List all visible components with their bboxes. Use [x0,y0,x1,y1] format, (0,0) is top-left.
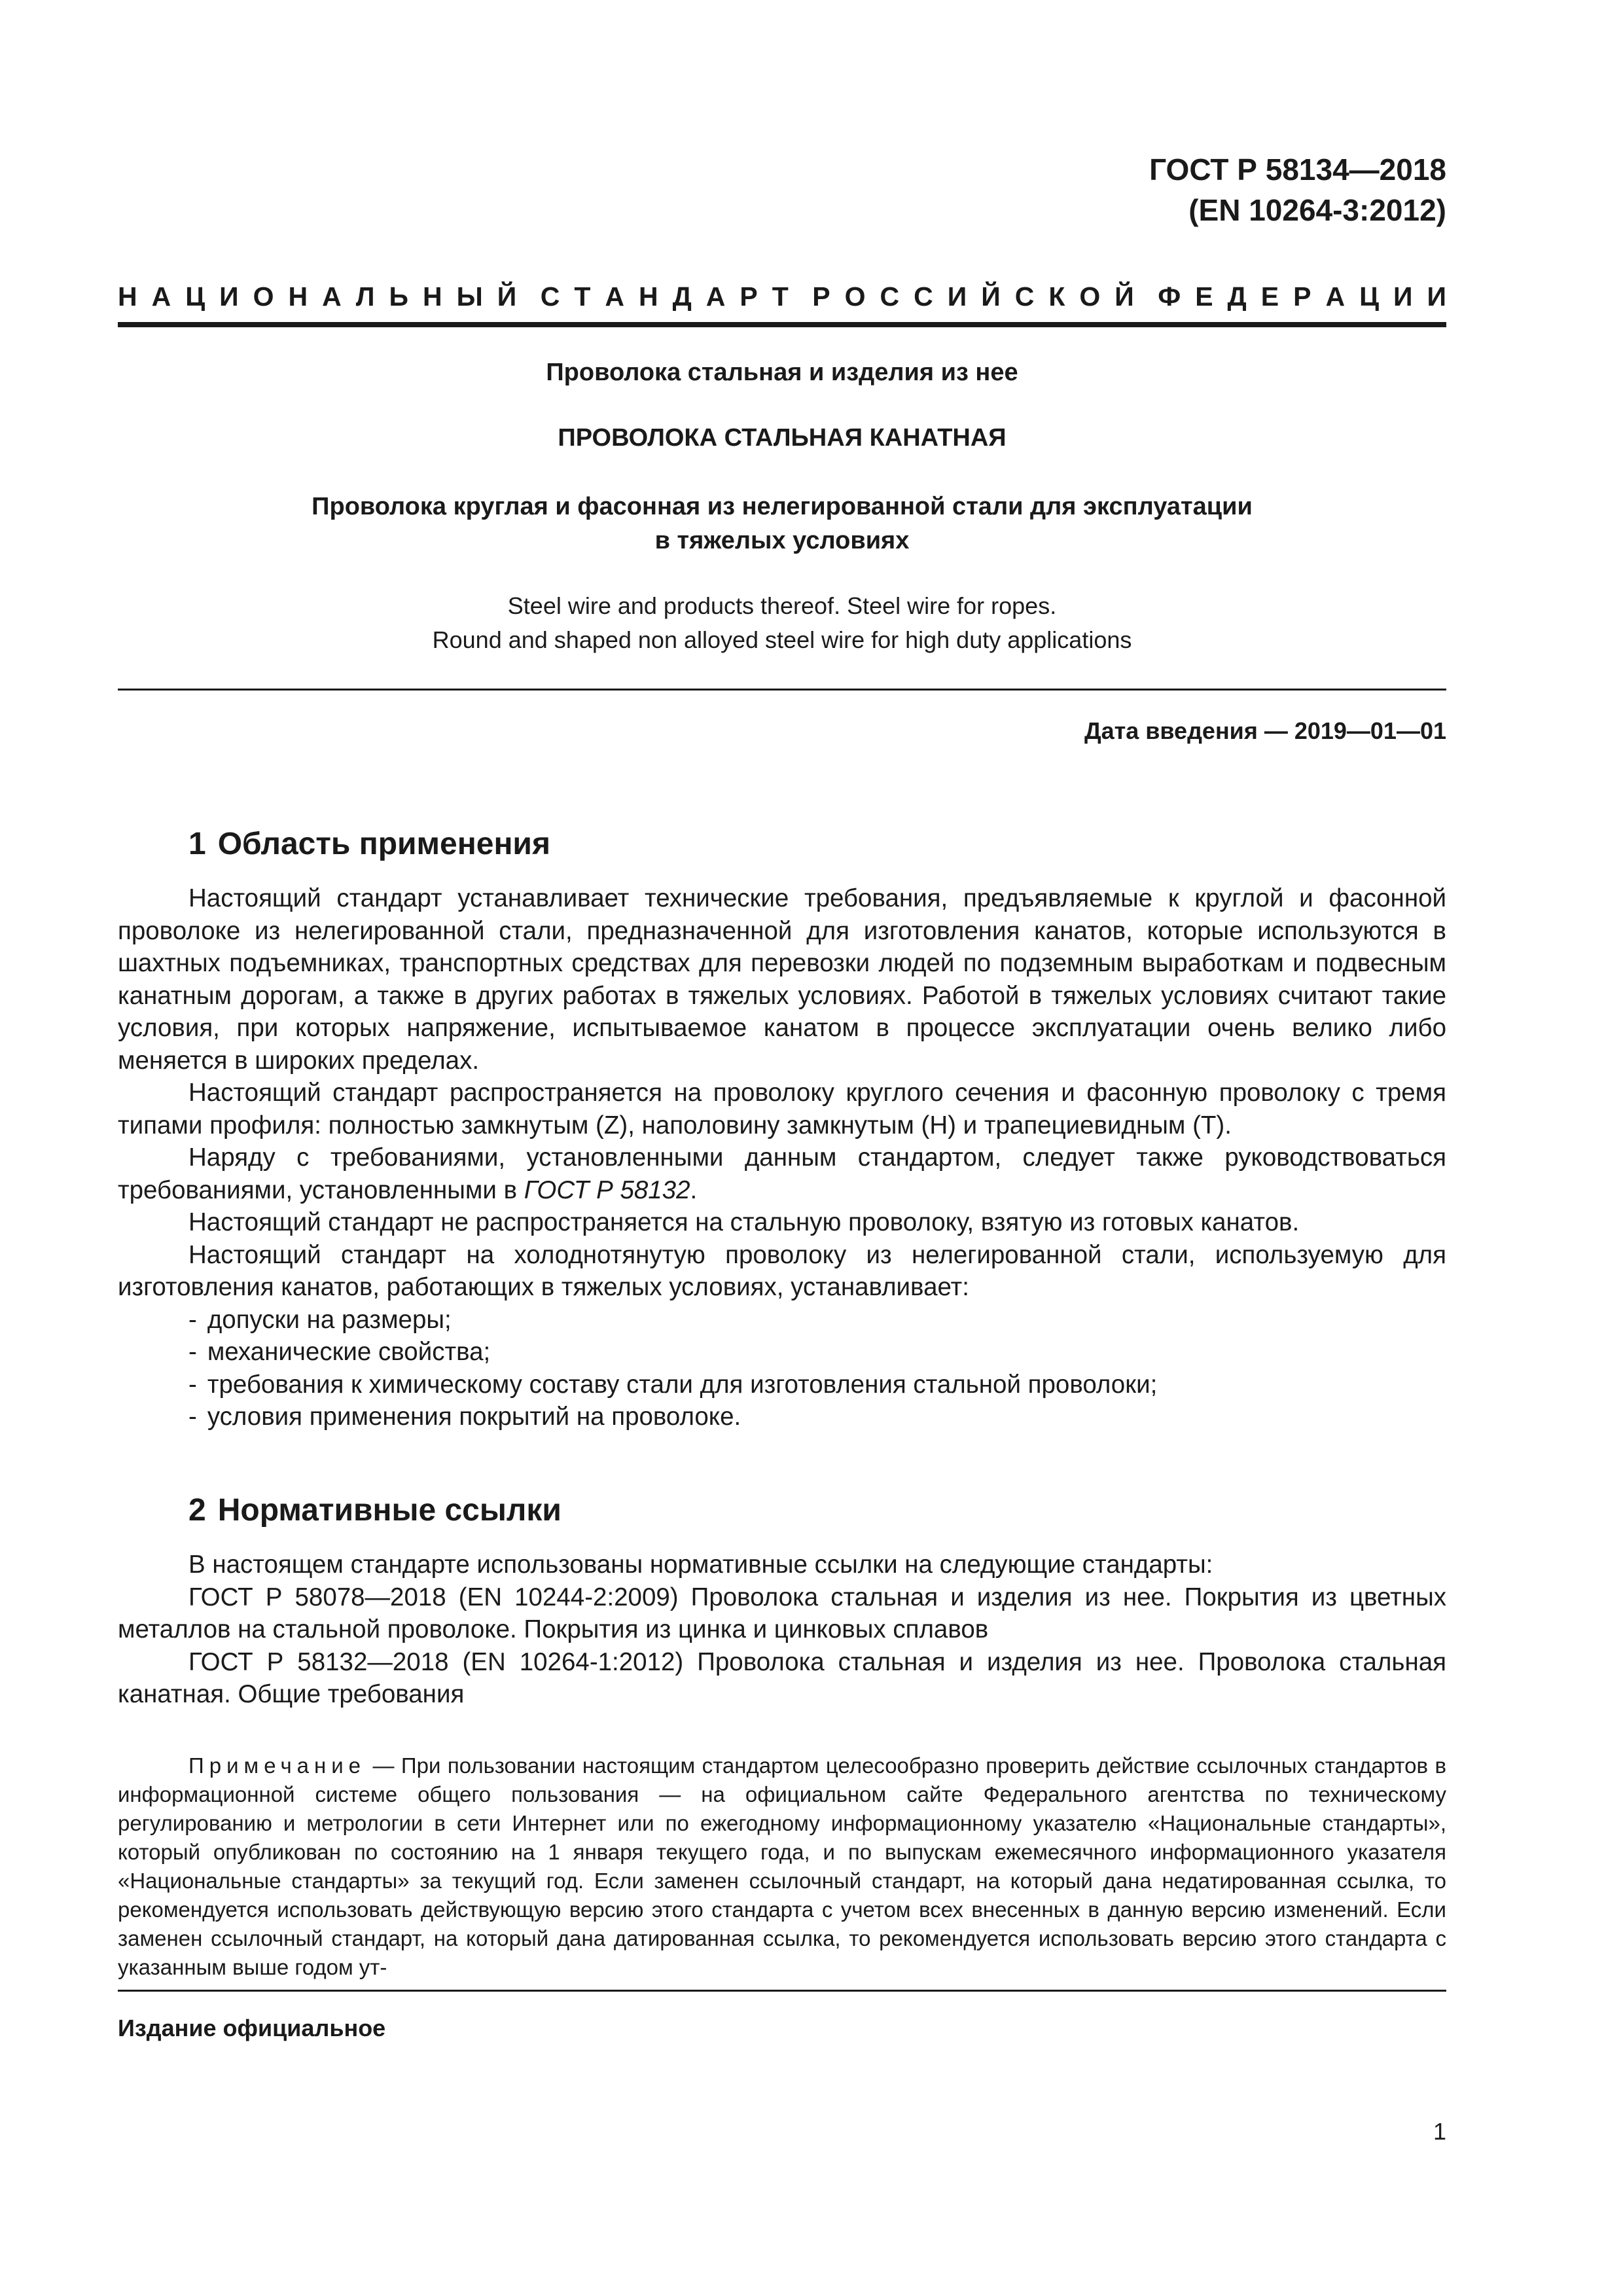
list-item [118,1369,1446,1401]
header-divider [118,322,1446,327]
paragraph-3-end: . [690,1175,698,1204]
gost-reference-link[interactable]: ГОСТ Р 58132 [524,1175,690,1204]
official-edition-label: Издание официальное [118,2015,386,2041]
section-1-body [118,882,1446,1433]
list-item-text: механические свойства; [207,1338,491,1366]
list-item-text: допуски на размеры; [207,1305,452,1334]
document-page [118,0,1446,2296]
section-1-paragraph-2: Настоящий стандарт распространяется на проволоку круглого сечения и фасонную проволоку с тремя типами профиля: полностью замкнутым (Z), наполовину замкнутым (Н) и трапециевидным (Т). [118,1079,1446,1139]
list-item [118,1304,1446,1336]
section-1-paragraph-1: Настоящий стандарт устанавливает технические требования, предъявляемые к круглой и фасонной проволоке из нелегированной стали, предназначенной для изготовления канатов, которые используются в шахтных подъемниках, транспортных средствах для перевозки людей по подземным выработкам и подвесным канатным дорогам, а также в других работах в тяжелых условиях. Работой в тяжелых условиях считают такие условия, при которых напряжение, испытываемое канатом в процессе эксплуатации очень велико либо меняется в широких пределах. [118,884,1446,1075]
section-2-title: Нормативные ссылки [217,1493,562,1528]
note-text: — При пользовании настоящим стандартом целесообразно проверить действие ссылочных стандартов в информационной системе общего пользования — на официальном сайте Федерального агентства по техническому регулированию и метрологии в сети Интернет или по ежегодному информационному указателю «Национальные стандарты», который опубликован по состоянию на 1 января текущего года, и по выпускам ежемесячного информационного указателя «Национальные стандарты» за текущий год. Если заменен ссылочный стандарт, на который дана недатированная ссылка, то рекомендуется использовать действующую версию этого стандарта с учетом всех внесенных в данную версию изменений. Если заменен ссылочный стандарт, на который дана датированная ссылка, то рекомендуется использовать версию этого стандарта с указанным выше годом ут- [118,1753,1446,1979]
section-1-number: 1 [188,827,206,861]
banner-word: С Т А Н Д А Р Т [540,281,789,312]
list-marker: - [188,1305,197,1334]
section-2-number: 2 [188,1493,206,1528]
section-2-paragraph-2: ГОСТ Р 58078—2018 (EN 10244-2:2009) Проволока стальная и изделия из нее. Покрытия из цветных металлов на стальной проволоке. Покрытия из цинка и цинковых сплавов [118,1583,1446,1643]
page-number: 1 [1433,2118,1446,2145]
title-line-3b: в тяжелых условиях [654,527,910,554]
document-header [1149,149,1446,230]
section-2-paragraph-3: ГОСТ Р 58132—2018 (EN 10264-1:2012) Проволока стальная и изделия из нее. Проволока стальная канатная. Общие требования [118,1647,1446,1708]
title-line-3a: Проволока круглая и фасонная из нелегированной стали для эксплуатации [312,493,1253,520]
paragraph-3-text: Наряду с требованиями, установленными данным стандартом, следует также руководствоваться требованиями, установленными в [118,1143,1446,1204]
section-2-heading [188,1492,562,1528]
banner-word: Р О С С И Й С К О Й [812,281,1134,312]
list-item-text: условия применения покрытий на проволоке. [207,1403,741,1431]
list-item [118,1401,1446,1433]
section-1-heading [188,826,550,862]
list-item-text: требования к химическому составу стали для изготовления стальной проволоки; [207,1370,1158,1399]
english-title [118,589,1446,657]
list-marker: - [188,1370,197,1399]
section-1-paragraph-5: Настоящий стандарт на холоднотянутую проволоку из нелегированной стали, используемую для изготовления канатов, работающих в тяжелых условиях, устанавливает: [118,1240,1446,1301]
list-marker: - [188,1403,197,1431]
english-title-b: Round and shaped non alloyed steel wire for high duty applications [432,626,1132,653]
standard-number: ГОСТ Р 58134—2018 [1149,152,1446,187]
section-2-body [118,1549,1446,1711]
note-label: Примечание [188,1753,366,1778]
requirements-list [118,1304,1446,1433]
national-standard-banner [118,281,1446,312]
title-line-1: Проволока стальная и изделия из нее [546,359,1018,386]
english-title-a: Steel wire and products thereof. Steel wire for ropes. [507,592,1057,619]
title-line-2: ПРОВОЛОКА СТАЛЬНАЯ КАНАТНАЯ [558,424,1007,452]
introduction-date: Дата введения — 2019—01—01 [1084,717,1446,744]
title-line-3 [118,490,1446,558]
section-2-paragraph-1: В настоящем стандарте использованы нормативные ссылки на следующие стандарты: [188,1551,1213,1579]
section-1-paragraph-3 [118,1141,1446,1206]
footer-divider [118,1990,1446,1992]
list-item [118,1336,1446,1369]
title-divider [118,689,1446,691]
banner-word: Ф Е Д Е Р А Ц И И [1158,281,1446,312]
note-block [118,1751,1446,1982]
note-paragraph [118,1751,1446,1982]
list-marker: - [188,1338,197,1366]
en-equivalent: (EN 10264-3:2012) [1188,193,1446,227]
section-1-paragraph-4: Настоящий стандарт не распространяется на стальную проволоку, взятую из готовых канатов. [188,1208,1300,1236]
section-1-title: Область применения [217,827,550,861]
banner-word: Н А Ц И О Н А Л Ь Н Ы Й [118,281,517,312]
